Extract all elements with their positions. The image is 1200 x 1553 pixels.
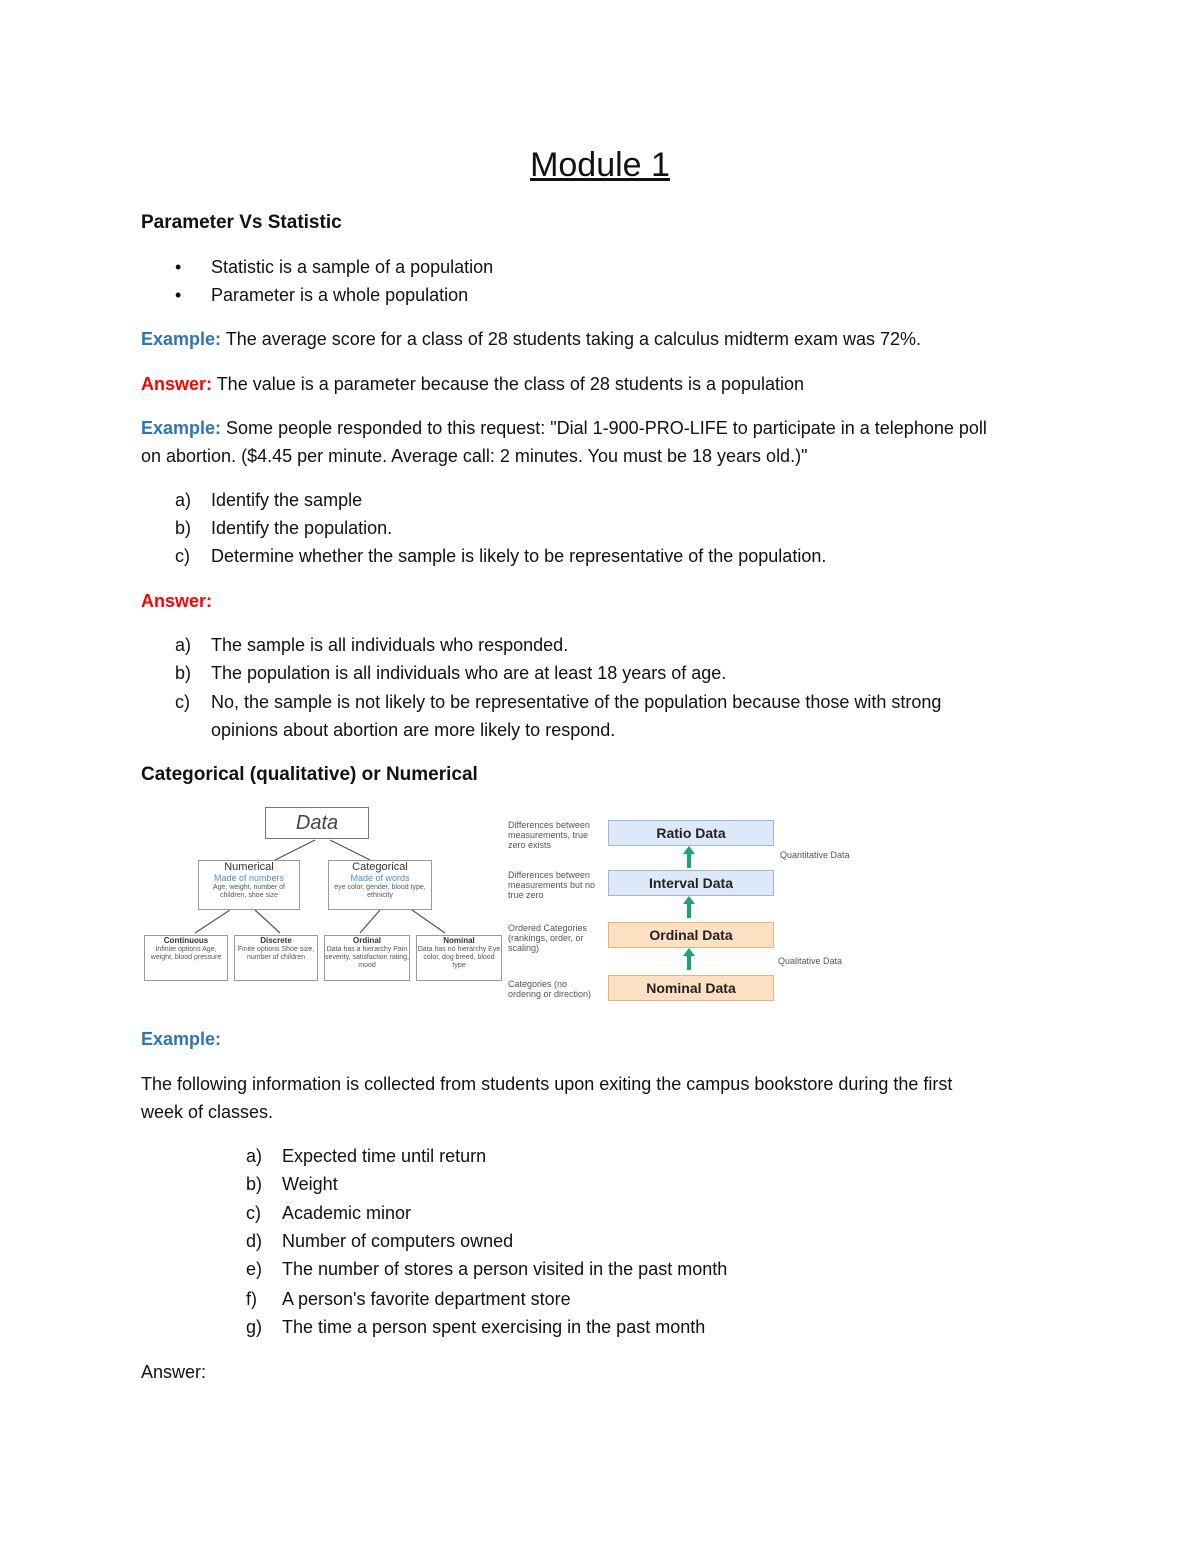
level-note-ordinal: Ordered Categories (rankings, order, or scaling) bbox=[508, 923, 588, 953]
level-note-interval: Differences between measurements but no true zero bbox=[508, 870, 596, 900]
example-paragraph-2 bbox=[141, 415, 987, 441]
example-text: The average score for a class of 28 students taking a calculus midterm exam was 72%. bbox=[221, 329, 922, 349]
tree-leaf-desc: Data has a hierarchy Pain severity, satisfaction rating, mood bbox=[325, 946, 409, 969]
tree-leaf-nominal bbox=[416, 935, 502, 981]
list-marker: c) bbox=[175, 692, 190, 712]
bullet-item: Statistic is a sample of a population bbox=[211, 257, 494, 277]
side-label-quantitative: Quantitative Data bbox=[780, 850, 850, 860]
list-marker: g) bbox=[246, 1317, 263, 1337]
example-text-line2: on abortion. ($4.45 per minute. Average call: 2 minutes. You must be 18 years old.)" bbox=[141, 446, 808, 466]
tree-leaf-name: Ordinal bbox=[352, 936, 381, 945]
page-title: Module 1 bbox=[530, 146, 670, 184]
intro-line1: The following information is collected from students upon exiting the campus bookstore during the first bbox=[141, 1074, 953, 1094]
level-note-ratio: Differences between measurements, true zero exists bbox=[508, 820, 590, 850]
list-marker: a) bbox=[246, 1146, 263, 1166]
level-box-ordinal: Ordinal Data bbox=[608, 922, 774, 948]
answer-label: Answer: bbox=[141, 374, 213, 394]
tree-leaf-discrete bbox=[234, 935, 318, 981]
variable-item: The time a person spent exercising in the past month bbox=[282, 1317, 706, 1337]
list-marker: b) bbox=[246, 1174, 263, 1194]
tree-leaf-continuous bbox=[144, 935, 228, 981]
variable-item: The number of stores a person visited in the past month bbox=[282, 1259, 728, 1279]
tree-node-name: Categorical bbox=[352, 861, 408, 873]
tree-leaf-desc: Data has no hierarchy Eye color, dog breed, blood type bbox=[417, 946, 501, 969]
list-marker: a) bbox=[175, 490, 192, 510]
example-label: Example: bbox=[141, 329, 222, 349]
tree-root-label: Data bbox=[295, 812, 339, 834]
level-box-nominal: Nominal Data bbox=[608, 975, 774, 1001]
example-text-line1: Some people responded to this request: "Dial 1-900-PRO-LIFE to participate in a telephone poll bbox=[221, 418, 987, 438]
variable-item: Weight bbox=[282, 1174, 338, 1194]
answer-label: Answer: bbox=[141, 1362, 207, 1382]
list-marker: b) bbox=[175, 518, 192, 538]
list-marker: d) bbox=[246, 1231, 263, 1251]
tree-node-sub: Made of words bbox=[350, 873, 410, 883]
tree-leaf-desc: Infinite options Age, weight, blood pressure bbox=[150, 946, 222, 961]
answer-label: Answer: bbox=[141, 591, 213, 611]
variable-item: Number of computers owned bbox=[282, 1231, 514, 1251]
measurement-levels-diagram bbox=[505, 815, 875, 1005]
answer-item: The population is all individuals who are at least 18 years of age. bbox=[211, 663, 727, 683]
tree-leaf-desc: Finite options Shoe size, number of children bbox=[237, 946, 315, 961]
list-marker: c) bbox=[175, 546, 190, 566]
tree-leaf-ordinal bbox=[324, 935, 410, 981]
list-marker: f) bbox=[246, 1289, 257, 1309]
tree-node-numerical bbox=[198, 860, 300, 910]
question-item: Identify the population. bbox=[211, 518, 393, 538]
answer-item-line1: No, the sample is not likely to be representative of the population because those with strong bbox=[211, 692, 942, 712]
list-marker: a) bbox=[175, 635, 192, 655]
tree-node-desc: eye color, gender, blood type, ethnicity bbox=[334, 884, 426, 899]
tree-node-desc: Age, weight, number of children, shoe size bbox=[213, 884, 285, 899]
bullet-marker: • bbox=[175, 257, 182, 277]
variable-item: A person's favorite department store bbox=[282, 1289, 571, 1309]
example-paragraph-1 bbox=[141, 326, 921, 352]
section-heading-categorical-numerical: Categorical (qualitative) or Numerical bbox=[141, 764, 478, 785]
bullet-item: Parameter is a whole population bbox=[211, 285, 469, 305]
variable-item: Expected time until return bbox=[282, 1146, 487, 1166]
answer-item-line2: opinions about abortion are more likely to respond. bbox=[211, 720, 616, 740]
question-item: Identify the sample bbox=[211, 490, 363, 510]
up-arrow-icon bbox=[683, 846, 695, 868]
bullet-marker: • bbox=[175, 285, 182, 305]
answer-paragraph-1 bbox=[141, 371, 804, 397]
answer-item: The sample is all individuals who responded. bbox=[211, 635, 569, 655]
answer-text: The value is a parameter because the class of 28 students is a population bbox=[212, 374, 805, 394]
section-heading-parameter-vs-statistic: Parameter Vs Statistic bbox=[141, 212, 342, 233]
example-label: Example: bbox=[141, 1029, 222, 1049]
list-marker: b) bbox=[175, 663, 192, 683]
up-arrow-icon bbox=[683, 896, 695, 918]
question-item: Determine whether the sample is likely to be representative of the population. bbox=[211, 546, 827, 566]
tree-node-sub: Made of numbers bbox=[213, 873, 285, 883]
tree-leaf-name: Continuous bbox=[163, 936, 209, 945]
intro-line2: week of classes. bbox=[141, 1102, 274, 1122]
example-label: Example: bbox=[141, 418, 222, 438]
list-marker: c) bbox=[246, 1203, 261, 1223]
data-types-tree-diagram bbox=[140, 805, 505, 985]
up-arrow-icon bbox=[683, 948, 695, 970]
tree-node-categorical bbox=[328, 860, 432, 910]
tree-leaf-name: Nominal bbox=[443, 936, 475, 945]
tree-root-box bbox=[265, 807, 369, 839]
list-marker: e) bbox=[246, 1259, 263, 1279]
level-note-nominal: Categories (no ordering or direction) bbox=[508, 979, 592, 999]
level-box-ratio: Ratio Data bbox=[608, 820, 774, 846]
tree-node-name: Numerical bbox=[224, 861, 274, 873]
tree-leaf-name: Discrete bbox=[260, 936, 292, 945]
variable-item: Academic minor bbox=[282, 1203, 412, 1223]
level-box-interval: Interval Data bbox=[608, 870, 774, 896]
side-label-qualitative: Qualitative Data bbox=[778, 956, 843, 966]
